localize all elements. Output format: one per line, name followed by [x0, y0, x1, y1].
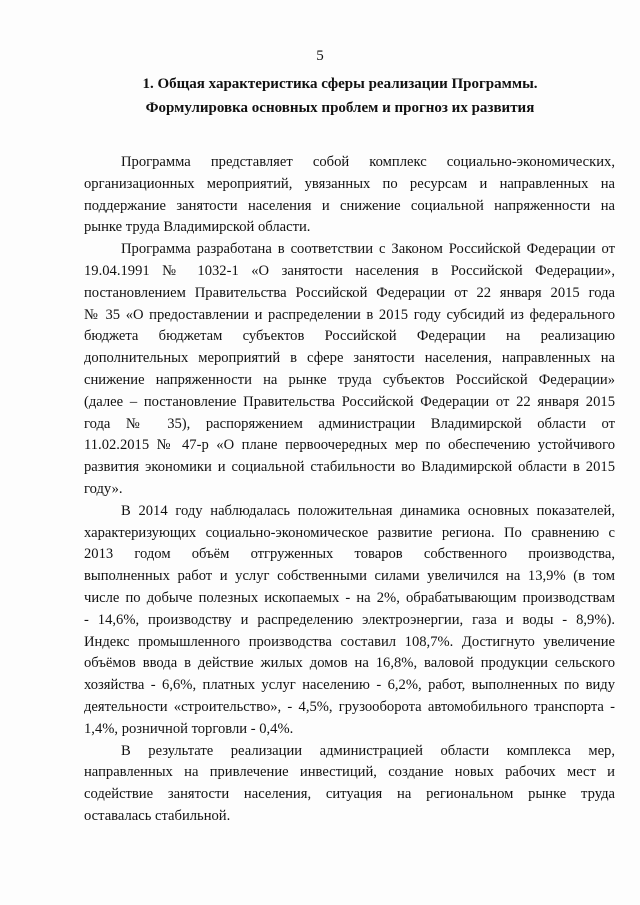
paragraph-line: Индекс промышленного производства составил 108,7%. Достигнуто увеличение	[84, 633, 615, 650]
section-heading	[100, 72, 580, 120]
paragraph-line: числе по добыче полезных ископаемых - на 2%, обрабатывающим производствам	[84, 589, 615, 606]
section-heading-line-2: Формулировка основных проблем и прогноз их развития	[145, 100, 535, 116]
paragraph-line: организационных мероприятий, увязанных по ресурсам и направленных на	[84, 175, 615, 192]
paragraph-line: 11.02.2015 № 47-р «О плане первоочередных мер по обеспечению устойчивого	[84, 437, 615, 454]
body-text	[84, 152, 615, 828]
paragraph-line: объёмов ввода в действие жилых домов на 16,8%, валовой продукции сельского	[84, 655, 615, 672]
paragraph-line: снижение напряженности на рынке труда субъектов Российской Федерации»	[84, 371, 615, 388]
paragraph-line: дополнительных мероприятий в сфере занятости населения, направленных на	[84, 350, 615, 367]
page-number: 5	[316, 48, 324, 64]
paragraph-line: 19.04.1991 № 1032-1 «О занятости населения в Российской Федерации»,	[84, 262, 615, 279]
paragraph-line: поддержание занятости населения и снижение социальной напряженности на	[84, 197, 615, 214]
paragraph-line: году».	[84, 480, 123, 497]
paragraph-line: (далее – постановление Правительства Российской Федерации от 22 января 2015	[84, 393, 615, 410]
paragraph-line: бюджета бюджетам субъектов Российской Федерации на реализацию	[84, 328, 615, 345]
paragraph-line: 2013 годом объём отгруженных товаров собственного производства,	[84, 546, 615, 563]
paragraph-line: Программа представляет собой комплекс социально-экономических,	[121, 154, 615, 170]
paragraph-line: рынке труда Владимирской области.	[84, 219, 311, 236]
paragraph-line: - 14,6%, производству и распределению электроэнергии, газа и воды - 8,9%).	[84, 611, 615, 628]
paragraph-3	[84, 501, 615, 741]
paragraph-line: Программа разработана в соответствии с Законом Российской Федерации от	[121, 241, 615, 258]
paragraph-line: хозяйства - 6,6%, платных услуг населению - 6,2%, работ, выполненных по виду	[84, 677, 615, 694]
paragraph-line: постановлением Правительства Российской Федерации от 22 января 2015 года	[84, 284, 615, 301]
paragraph-line: деятельности «строительство», - 4,5%, грузооборота автомобильного транспорта -	[84, 698, 615, 715]
paragraph-line: оставалась стабильной.	[84, 807, 231, 824]
paragraph-line: № 35 «О предоставлении и распределении в 2015 году субсидий из федерального	[84, 306, 615, 323]
section-heading-line-1: 1. Общая характеристика сферы реализации Программы.	[142, 76, 538, 92]
paragraph-line: содействие занятости населения, ситуация на региональном рынке труда	[84, 786, 615, 803]
paragraph-1	[84, 152, 615, 239]
paragraph-line: В результате реализации администрацией области комплекса мер,	[121, 742, 615, 759]
paragraph-line: года № 35), распоряжением администрации Владимирской области от	[84, 415, 615, 432]
paragraph-line: развития экономики и социальной стабильности во Владимирской области в 2015	[84, 459, 615, 476]
paragraph-line: выполненных работ и услуг собственными силами увеличился на 13,9% (в том	[84, 568, 615, 585]
paragraph-2	[84, 239, 615, 501]
paragraph-line: направленных на привлечение инвестиций, создание новых рабочих мест и	[84, 764, 615, 781]
paragraph-4	[84, 741, 615, 828]
paragraph-line: 1,4%, розничной торговли - 0,4%.	[84, 720, 294, 737]
paragraph-line: характеризующих социально-экономическое развитие региона. По сравнению с	[84, 524, 615, 541]
paragraph-line: В 2014 году наблюдалась положительная динамика основных показателей,	[121, 502, 615, 519]
